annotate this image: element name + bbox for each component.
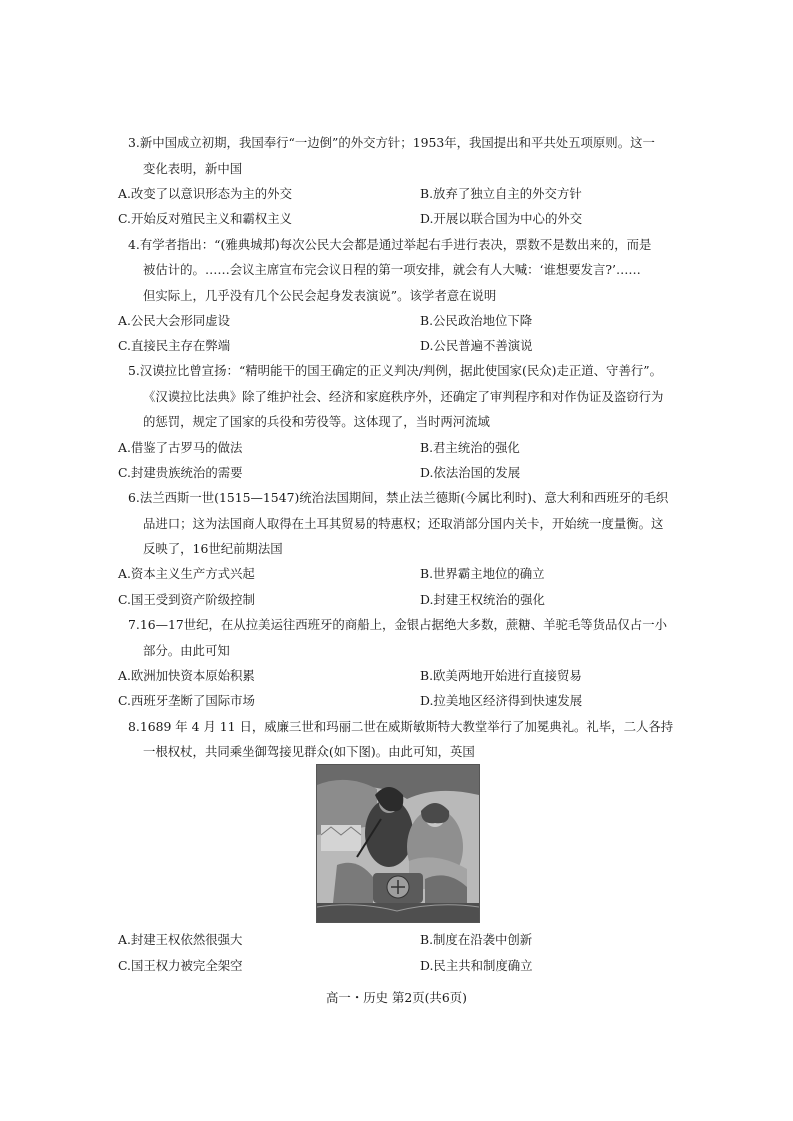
question-5-option-d: D.依法治国的发展 [420,465,521,480]
question-7-option-a: A.欧洲加快资本原始积累 [118,668,255,683]
question-4-option-c: C.直接民主存在弊端 [118,338,231,353]
question-6-stem-line-2: 品进口；这为法国商人取得在土耳其贸易的特惠权；还取消部分国内关卡，开始统一度量衡。这 [143,516,664,531]
question-4-option-d: D.公民普遍不善演说 [420,338,533,353]
question-7-stem-line-2: 部分。由此可知 [143,643,230,658]
question-3-option-d: D.开展以联合国为中心的外交 [420,211,583,226]
question-8-stem-line-1: 8.1689 年 4 月 11 日，威廉三世和玛丽二世在威斯敏斯特大教堂举行了加冕典礼。礼毕，二人各持 [128,719,674,734]
question-8-option-b: B.制度在沿袭中创新 [420,932,533,947]
question-5-option-a: A.借鉴了古罗马的做法 [118,440,243,455]
question-5-option-c: C.封建贵族统治的需要 [118,465,243,480]
question-8-option-d: D.民主共和制度确立 [420,958,533,973]
question-8-option-c: C.国王权力被完全架空 [118,958,243,973]
question-7-option-d: D.拉美地区经济得到快速发展 [420,693,583,708]
question-6-option-b: B.世界霸主地位的确立 [420,566,545,581]
question-3-option-c: C.开始反对殖民主义和霸权主义 [118,211,293,226]
question-6-option-c: C.国王受到资产阶级控制 [118,592,255,607]
question-5-stem-line-1: 5.汉谟拉比曾宣扬：“精明能干的国王确定的正义判决/判例，据此使国家(民众)走正道、守善行”。 [128,363,662,378]
coronation-engraving-image [316,764,480,923]
question-5-option-b: B.君主统治的强化 [420,440,520,455]
question-8-stem-line-2: 一根权杖，共同乘坐御驾接见群众(如下图)。由此可知，英国 [143,744,475,759]
question-5-stem-line-3: 的惩罚，规定了国家的兵役和劳役等。这体现了，当时两河流域 [143,414,490,429]
question-7-option-c: C.西班牙垄断了国际市场 [118,693,255,708]
question-4-stem-line-3: 但实际上，几乎没有几个公民会起身发表演说”。该学者意在说明 [143,288,497,303]
question-5-stem-line-2: 《汉谟拉比法典》除了维护社会、经济和家庭秩序外，还确定了审判程序和对作伪证及盗窃行为 [143,389,664,404]
question-4-stem-line-2: 被估计的。……会议主席宣布完会议日程的第一项安排，就会有人大喊：‘谁想要发言?’…… [143,262,641,277]
question-4-option-b: B.公民政治地位下降 [420,313,533,328]
question-6-option-a: A.资本主义生产方式兴起 [118,566,255,581]
question-7-option-b: B.欧美两地开始进行直接贸易 [420,668,582,683]
question-7-stem-line-1: 7.16—17世纪，在从拉美运往西班牙的商船上，金银占据绝大多数，蔗糖、羊驼毛等货品仅占一小 [128,617,667,632]
question-4-option-a: A.公民大会形同虚设 [118,313,231,328]
question-4-stem-line-1: 4.有学者指出：“(雅典城邦)每次公民大会都是通过举起右手进行表决，票数不是数出来的，而是 [128,237,652,252]
question-3-stem-line-1: 3.新中国成立初期，我国奉行“一边倒”的外交方针；1953年，我国提出和平共处五项原则。这一 [128,135,655,150]
question-6-option-d: D.封建王权统治的强化 [420,592,545,607]
question-3-option-b: B.放弃了独立自主的外交方针 [420,186,582,201]
page-footer: 高一・历史 第2页(共6页) [326,990,467,1005]
question-6-stem-line-3: 反映了，16世纪前期法国 [143,541,283,556]
question-3-stem-line-2: 变化表明，新中国 [143,161,243,176]
question-8-option-a: A.封建王权依然很强大 [118,932,243,947]
question-6-stem-line-1: 6.法兰西斯一世(1515—1547)统治法国期间，禁止法兰德斯(今属比利时)、意大利和西班牙的毛织 [128,490,669,505]
question-3-option-a: A.改变了以意识形态为主的外交 [118,186,292,201]
